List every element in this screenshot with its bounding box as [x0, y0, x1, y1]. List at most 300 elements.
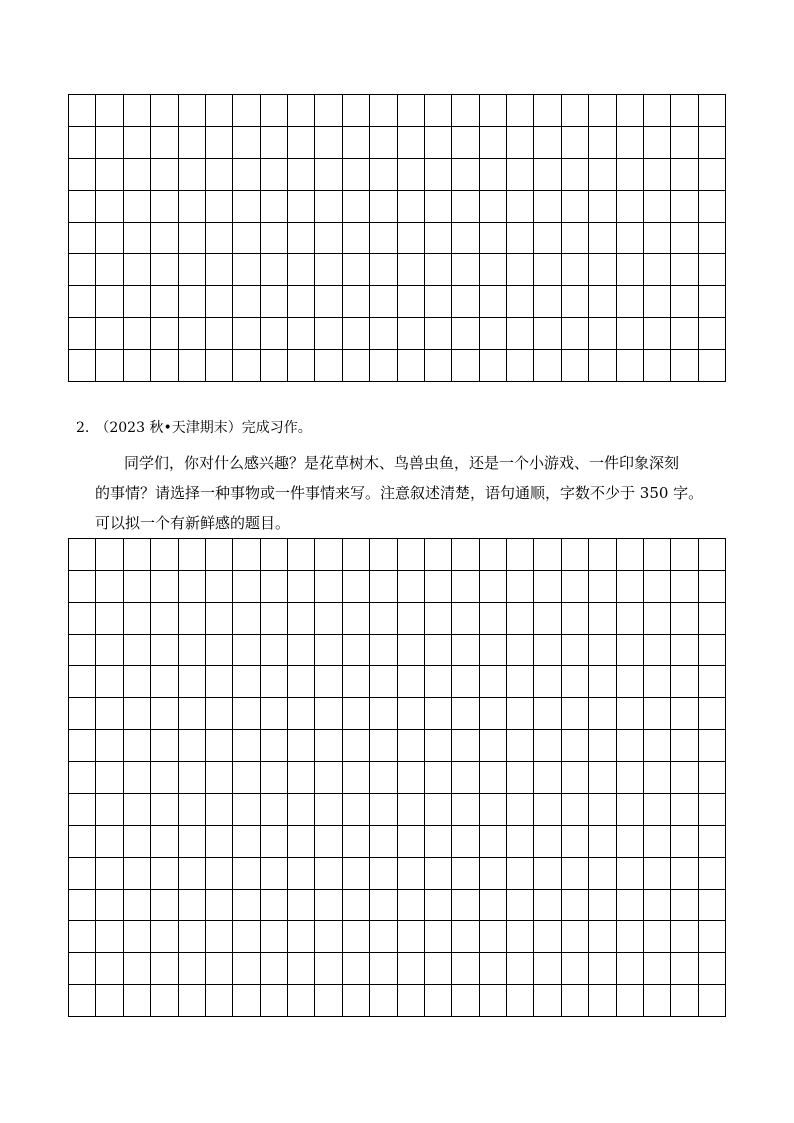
grid-cell — [315, 858, 342, 890]
grid-cell — [644, 985, 671, 1017]
grid-cell — [425, 603, 452, 635]
grid-cell — [589, 666, 616, 698]
grid-cell — [480, 539, 507, 571]
grid-cell — [288, 666, 315, 698]
grid-cell — [480, 95, 507, 127]
grid-cell — [343, 571, 370, 603]
grid-cell — [288, 539, 315, 571]
grid-cell — [644, 921, 671, 953]
grid-cell — [69, 286, 96, 318]
grid-cell — [452, 286, 479, 318]
grid-cell — [315, 286, 342, 318]
grid-cell — [534, 826, 561, 858]
grid-cell — [179, 223, 206, 255]
grid-cell — [370, 826, 397, 858]
grid-cell — [124, 985, 151, 1017]
grid-cell — [562, 603, 589, 635]
grid-cell — [288, 95, 315, 127]
grid-cell — [233, 191, 260, 223]
grid-cell — [617, 635, 644, 667]
grid-cell — [699, 350, 726, 382]
grid-cell — [315, 666, 342, 698]
grid-cell — [69, 762, 96, 794]
grid-cell — [233, 603, 260, 635]
grid-cell — [507, 762, 534, 794]
grid-cell — [151, 539, 178, 571]
grid-cell — [343, 254, 370, 286]
grid-cell — [644, 539, 671, 571]
grid-cell — [343, 921, 370, 953]
grid-cell — [343, 350, 370, 382]
grid-cell — [370, 730, 397, 762]
grid-cell — [315, 223, 342, 255]
grid-cell — [69, 730, 96, 762]
grid-cell — [534, 127, 561, 159]
grid-cell — [151, 730, 178, 762]
grid-cell — [617, 858, 644, 890]
grid-cell — [288, 698, 315, 730]
grid-cell — [370, 539, 397, 571]
grid-cell — [179, 890, 206, 922]
grid-cell — [151, 698, 178, 730]
grid-cell — [69, 858, 96, 890]
grid-cell — [151, 286, 178, 318]
grid-cell — [507, 159, 534, 191]
grid-cell — [452, 191, 479, 223]
grid-cell — [398, 95, 425, 127]
grid-cell — [69, 985, 96, 1017]
grid-cell — [644, 223, 671, 255]
grid-cell — [69, 350, 96, 382]
grid-cell — [671, 794, 698, 826]
grid-cell — [699, 603, 726, 635]
grid-cell — [589, 762, 616, 794]
grid-cell — [699, 953, 726, 985]
grid-cell — [562, 223, 589, 255]
grid-cell — [315, 698, 342, 730]
grid-cell — [370, 666, 397, 698]
grid-cell — [480, 890, 507, 922]
grid-cell — [69, 826, 96, 858]
grid-cell — [671, 571, 698, 603]
grid-cell — [425, 762, 452, 794]
grid-cell — [644, 286, 671, 318]
grid-cell — [480, 921, 507, 953]
grid-cell — [699, 635, 726, 667]
grid-cell — [644, 698, 671, 730]
grid-cell — [562, 286, 589, 318]
grid-cell — [370, 635, 397, 667]
grid-cell — [425, 666, 452, 698]
grid-cell — [261, 318, 288, 350]
grid-cell — [288, 127, 315, 159]
grid-cell — [261, 254, 288, 286]
grid-cell — [507, 890, 534, 922]
grid-cell — [124, 191, 151, 223]
grid-cell — [96, 985, 123, 1017]
grid-cell — [452, 858, 479, 890]
grid-cell — [96, 921, 123, 953]
grid-cell — [398, 890, 425, 922]
grid-cell — [151, 603, 178, 635]
grid-cell — [179, 127, 206, 159]
grid-cell — [589, 191, 616, 223]
grid-cell — [179, 318, 206, 350]
grid-cell — [151, 826, 178, 858]
grid-cell — [69, 698, 96, 730]
grid-cell — [315, 730, 342, 762]
grid-cell — [507, 921, 534, 953]
grid-cell — [617, 762, 644, 794]
grid-cell — [617, 350, 644, 382]
grid-cell — [671, 127, 698, 159]
grid-cell — [151, 571, 178, 603]
grid-cell — [69, 127, 96, 159]
grid-cell — [480, 350, 507, 382]
grid-cell — [507, 666, 534, 698]
grid-cell — [425, 730, 452, 762]
grid-cell — [425, 127, 452, 159]
grid-cell — [480, 159, 507, 191]
grid-cell — [96, 603, 123, 635]
grid-cell — [617, 254, 644, 286]
grid-cell — [398, 254, 425, 286]
grid-cell — [288, 223, 315, 255]
grid-cell — [343, 603, 370, 635]
grid-cell — [562, 350, 589, 382]
grid-cell — [562, 127, 589, 159]
grid-cell — [644, 890, 671, 922]
grid-cell — [151, 350, 178, 382]
grid-cell — [425, 223, 452, 255]
grid-cell — [562, 191, 589, 223]
grid-cell — [562, 730, 589, 762]
grid-cell — [288, 603, 315, 635]
grid-cell — [96, 127, 123, 159]
grid-cell — [206, 286, 233, 318]
grid-cell — [589, 635, 616, 667]
prompt-line-3: 可以拟一个有新鲜感的题目。 — [95, 514, 291, 532]
grid-cell — [261, 921, 288, 953]
grid-cell — [233, 350, 260, 382]
grid-cell — [398, 539, 425, 571]
grid-cell — [617, 794, 644, 826]
grid-cell — [398, 286, 425, 318]
grid-cell — [343, 95, 370, 127]
grid-cell — [507, 635, 534, 667]
grid-cell — [343, 127, 370, 159]
grid-cell — [288, 350, 315, 382]
grid-cell — [644, 350, 671, 382]
grid-cell — [480, 858, 507, 890]
grid-cell — [617, 127, 644, 159]
grid-cell — [398, 223, 425, 255]
grid-cell — [452, 95, 479, 127]
grid-cell — [617, 223, 644, 255]
grid-cell — [480, 254, 507, 286]
grid-cell — [179, 762, 206, 794]
grid-cell — [562, 698, 589, 730]
grid-cell — [288, 571, 315, 603]
grid-cell — [534, 571, 561, 603]
grid-cell — [562, 571, 589, 603]
grid-cell — [562, 635, 589, 667]
grid-cell — [261, 953, 288, 985]
writing-grid-bottom — [68, 538, 726, 1017]
grid-cell — [233, 985, 260, 1017]
grid-cell — [315, 603, 342, 635]
grid-cell — [617, 603, 644, 635]
grid-cell — [315, 794, 342, 826]
grid-cell — [370, 603, 397, 635]
grid-cell — [644, 635, 671, 667]
grid-cell — [671, 539, 698, 571]
grid-cell — [151, 223, 178, 255]
grid-cell — [343, 730, 370, 762]
grid-cell — [261, 539, 288, 571]
grid-cell — [315, 762, 342, 794]
grid-cell — [206, 254, 233, 286]
grid-cell — [343, 539, 370, 571]
grid-cell — [452, 890, 479, 922]
grid-cell — [507, 730, 534, 762]
grid-cell — [261, 826, 288, 858]
grid-cell — [233, 571, 260, 603]
grid-cell — [179, 286, 206, 318]
grid-cell — [480, 762, 507, 794]
grid-cell — [179, 698, 206, 730]
grid-cell — [562, 159, 589, 191]
grid-cell — [589, 890, 616, 922]
grid-cell — [315, 254, 342, 286]
grid-cell — [425, 921, 452, 953]
grid-cell — [151, 318, 178, 350]
grid-cell — [370, 95, 397, 127]
grid-cell — [562, 826, 589, 858]
grid-cell — [589, 794, 616, 826]
grid-cell — [179, 794, 206, 826]
grid-cell — [96, 286, 123, 318]
grid-cell — [124, 539, 151, 571]
grid-cell — [452, 223, 479, 255]
grid-cell — [671, 858, 698, 890]
grid-cell — [452, 539, 479, 571]
grid-cell — [480, 318, 507, 350]
grid-cell — [315, 921, 342, 953]
grid-cell — [343, 159, 370, 191]
grid-cell — [589, 730, 616, 762]
grid-cell — [480, 603, 507, 635]
grid-cell — [124, 890, 151, 922]
grid-cell — [425, 858, 452, 890]
grid-cell — [124, 794, 151, 826]
grid-cell — [452, 730, 479, 762]
grid-cell — [370, 571, 397, 603]
grid-cell — [507, 858, 534, 890]
grid-cell — [562, 666, 589, 698]
grid-cell — [96, 95, 123, 127]
grid-cell — [671, 826, 698, 858]
grid-cell — [671, 762, 698, 794]
grid-cell — [179, 603, 206, 635]
grid-cell — [507, 698, 534, 730]
grid-cell — [206, 698, 233, 730]
grid-cell — [233, 666, 260, 698]
grid-cell — [398, 921, 425, 953]
grid-cell — [507, 985, 534, 1017]
prompt-line-2: 的事情？请选择一种事物或一件事情来写。注意叙述清楚，语句通顺，字数不少于 350 字。 — [95, 484, 704, 502]
grid-cell — [151, 762, 178, 794]
grid-cell — [671, 635, 698, 667]
grid-cell — [534, 318, 561, 350]
grid-cell — [124, 254, 151, 286]
question-number: 2. — [76, 420, 90, 436]
grid-cell — [671, 603, 698, 635]
grid-cell — [124, 286, 151, 318]
grid-cell — [261, 95, 288, 127]
grid-cell — [699, 794, 726, 826]
grid-cell — [315, 350, 342, 382]
grid-cell — [69, 794, 96, 826]
grid-cell — [452, 762, 479, 794]
grid-cell — [370, 159, 397, 191]
grid-cell — [261, 794, 288, 826]
grid-cell — [96, 635, 123, 667]
grid-cell — [425, 890, 452, 922]
grid-cell — [124, 730, 151, 762]
grid-cell — [151, 191, 178, 223]
grid-cell — [589, 539, 616, 571]
grid-cell — [206, 571, 233, 603]
grid-cell — [398, 350, 425, 382]
grid-cell — [233, 953, 260, 985]
grid-cell — [69, 318, 96, 350]
grid-cell — [179, 159, 206, 191]
grid-cell — [589, 318, 616, 350]
grid-cell — [124, 223, 151, 255]
grid-cell — [589, 254, 616, 286]
grid-cell — [288, 635, 315, 667]
grid-cell — [507, 350, 534, 382]
grid-cell — [233, 794, 260, 826]
grid-cell — [179, 635, 206, 667]
grid-cell — [480, 985, 507, 1017]
question-source: （2023 秋•天津期末）完成习作。 — [95, 420, 312, 436]
grid-cell — [151, 890, 178, 922]
grid-cell — [398, 666, 425, 698]
grid-cell — [507, 191, 534, 223]
grid-cell — [425, 698, 452, 730]
grid-cell — [288, 762, 315, 794]
grid-cell — [206, 539, 233, 571]
grid-cell — [452, 953, 479, 985]
grid-cell — [206, 985, 233, 1017]
grid-cell — [671, 921, 698, 953]
grid-cell — [617, 730, 644, 762]
grid-cell — [124, 127, 151, 159]
grid-cell — [124, 858, 151, 890]
grid-cell — [480, 223, 507, 255]
grid-cell — [671, 318, 698, 350]
grid-cell — [288, 953, 315, 985]
grid-cell — [452, 921, 479, 953]
grid-cell — [671, 159, 698, 191]
grid-cell — [96, 159, 123, 191]
grid-cell — [96, 794, 123, 826]
grid-cell — [480, 286, 507, 318]
grid-cell — [507, 254, 534, 286]
grid-cell — [589, 985, 616, 1017]
grid-cell — [343, 826, 370, 858]
grid-cell — [69, 571, 96, 603]
grid-cell — [617, 953, 644, 985]
grid-cell — [206, 159, 233, 191]
grid-cell — [617, 698, 644, 730]
grid-cell — [69, 635, 96, 667]
grid-cell — [233, 318, 260, 350]
grid-cell — [261, 698, 288, 730]
grid-cell — [562, 921, 589, 953]
grid-cell — [124, 159, 151, 191]
grid-cell — [261, 571, 288, 603]
grid-cell — [562, 858, 589, 890]
grid-cell — [617, 890, 644, 922]
grid-cell — [233, 539, 260, 571]
grid-cell — [644, 95, 671, 127]
grid-cell — [480, 635, 507, 667]
grid-cell — [425, 826, 452, 858]
grid-cell — [179, 539, 206, 571]
grid-cell — [206, 603, 233, 635]
grid-cell — [562, 318, 589, 350]
grid-cell — [699, 666, 726, 698]
grid-cell — [179, 985, 206, 1017]
grid-cell — [452, 985, 479, 1017]
grid-cell — [124, 698, 151, 730]
grid-cell — [425, 286, 452, 318]
grid-cell — [233, 698, 260, 730]
grid-cell — [425, 191, 452, 223]
grid-cell — [96, 223, 123, 255]
grid-cell — [398, 191, 425, 223]
grid-cell — [644, 191, 671, 223]
grid-cell — [617, 539, 644, 571]
grid-cell — [315, 953, 342, 985]
grid-cell — [315, 635, 342, 667]
prompt-line-1: 同学们，你对什么感兴趣？是花草树木、鸟兽虫鱼，还是一个小游戏、一件印象深刻 — [124, 454, 680, 472]
grid-cell — [480, 698, 507, 730]
grid-cell — [699, 95, 726, 127]
grid-cell — [261, 127, 288, 159]
grid-cell — [398, 953, 425, 985]
grid-cell — [617, 318, 644, 350]
grid-cell — [69, 223, 96, 255]
grid-cell — [233, 127, 260, 159]
grid-cell — [534, 254, 561, 286]
grid-cell — [562, 254, 589, 286]
grid-cell — [644, 666, 671, 698]
grid-cell — [370, 223, 397, 255]
grid-cell — [562, 890, 589, 922]
grid-cell — [398, 985, 425, 1017]
grid-cell — [179, 350, 206, 382]
grid-cell — [398, 127, 425, 159]
grid-cell — [261, 730, 288, 762]
grid-cell — [534, 666, 561, 698]
grid-cell — [452, 635, 479, 667]
grid-cell — [151, 635, 178, 667]
grid-cell — [644, 603, 671, 635]
